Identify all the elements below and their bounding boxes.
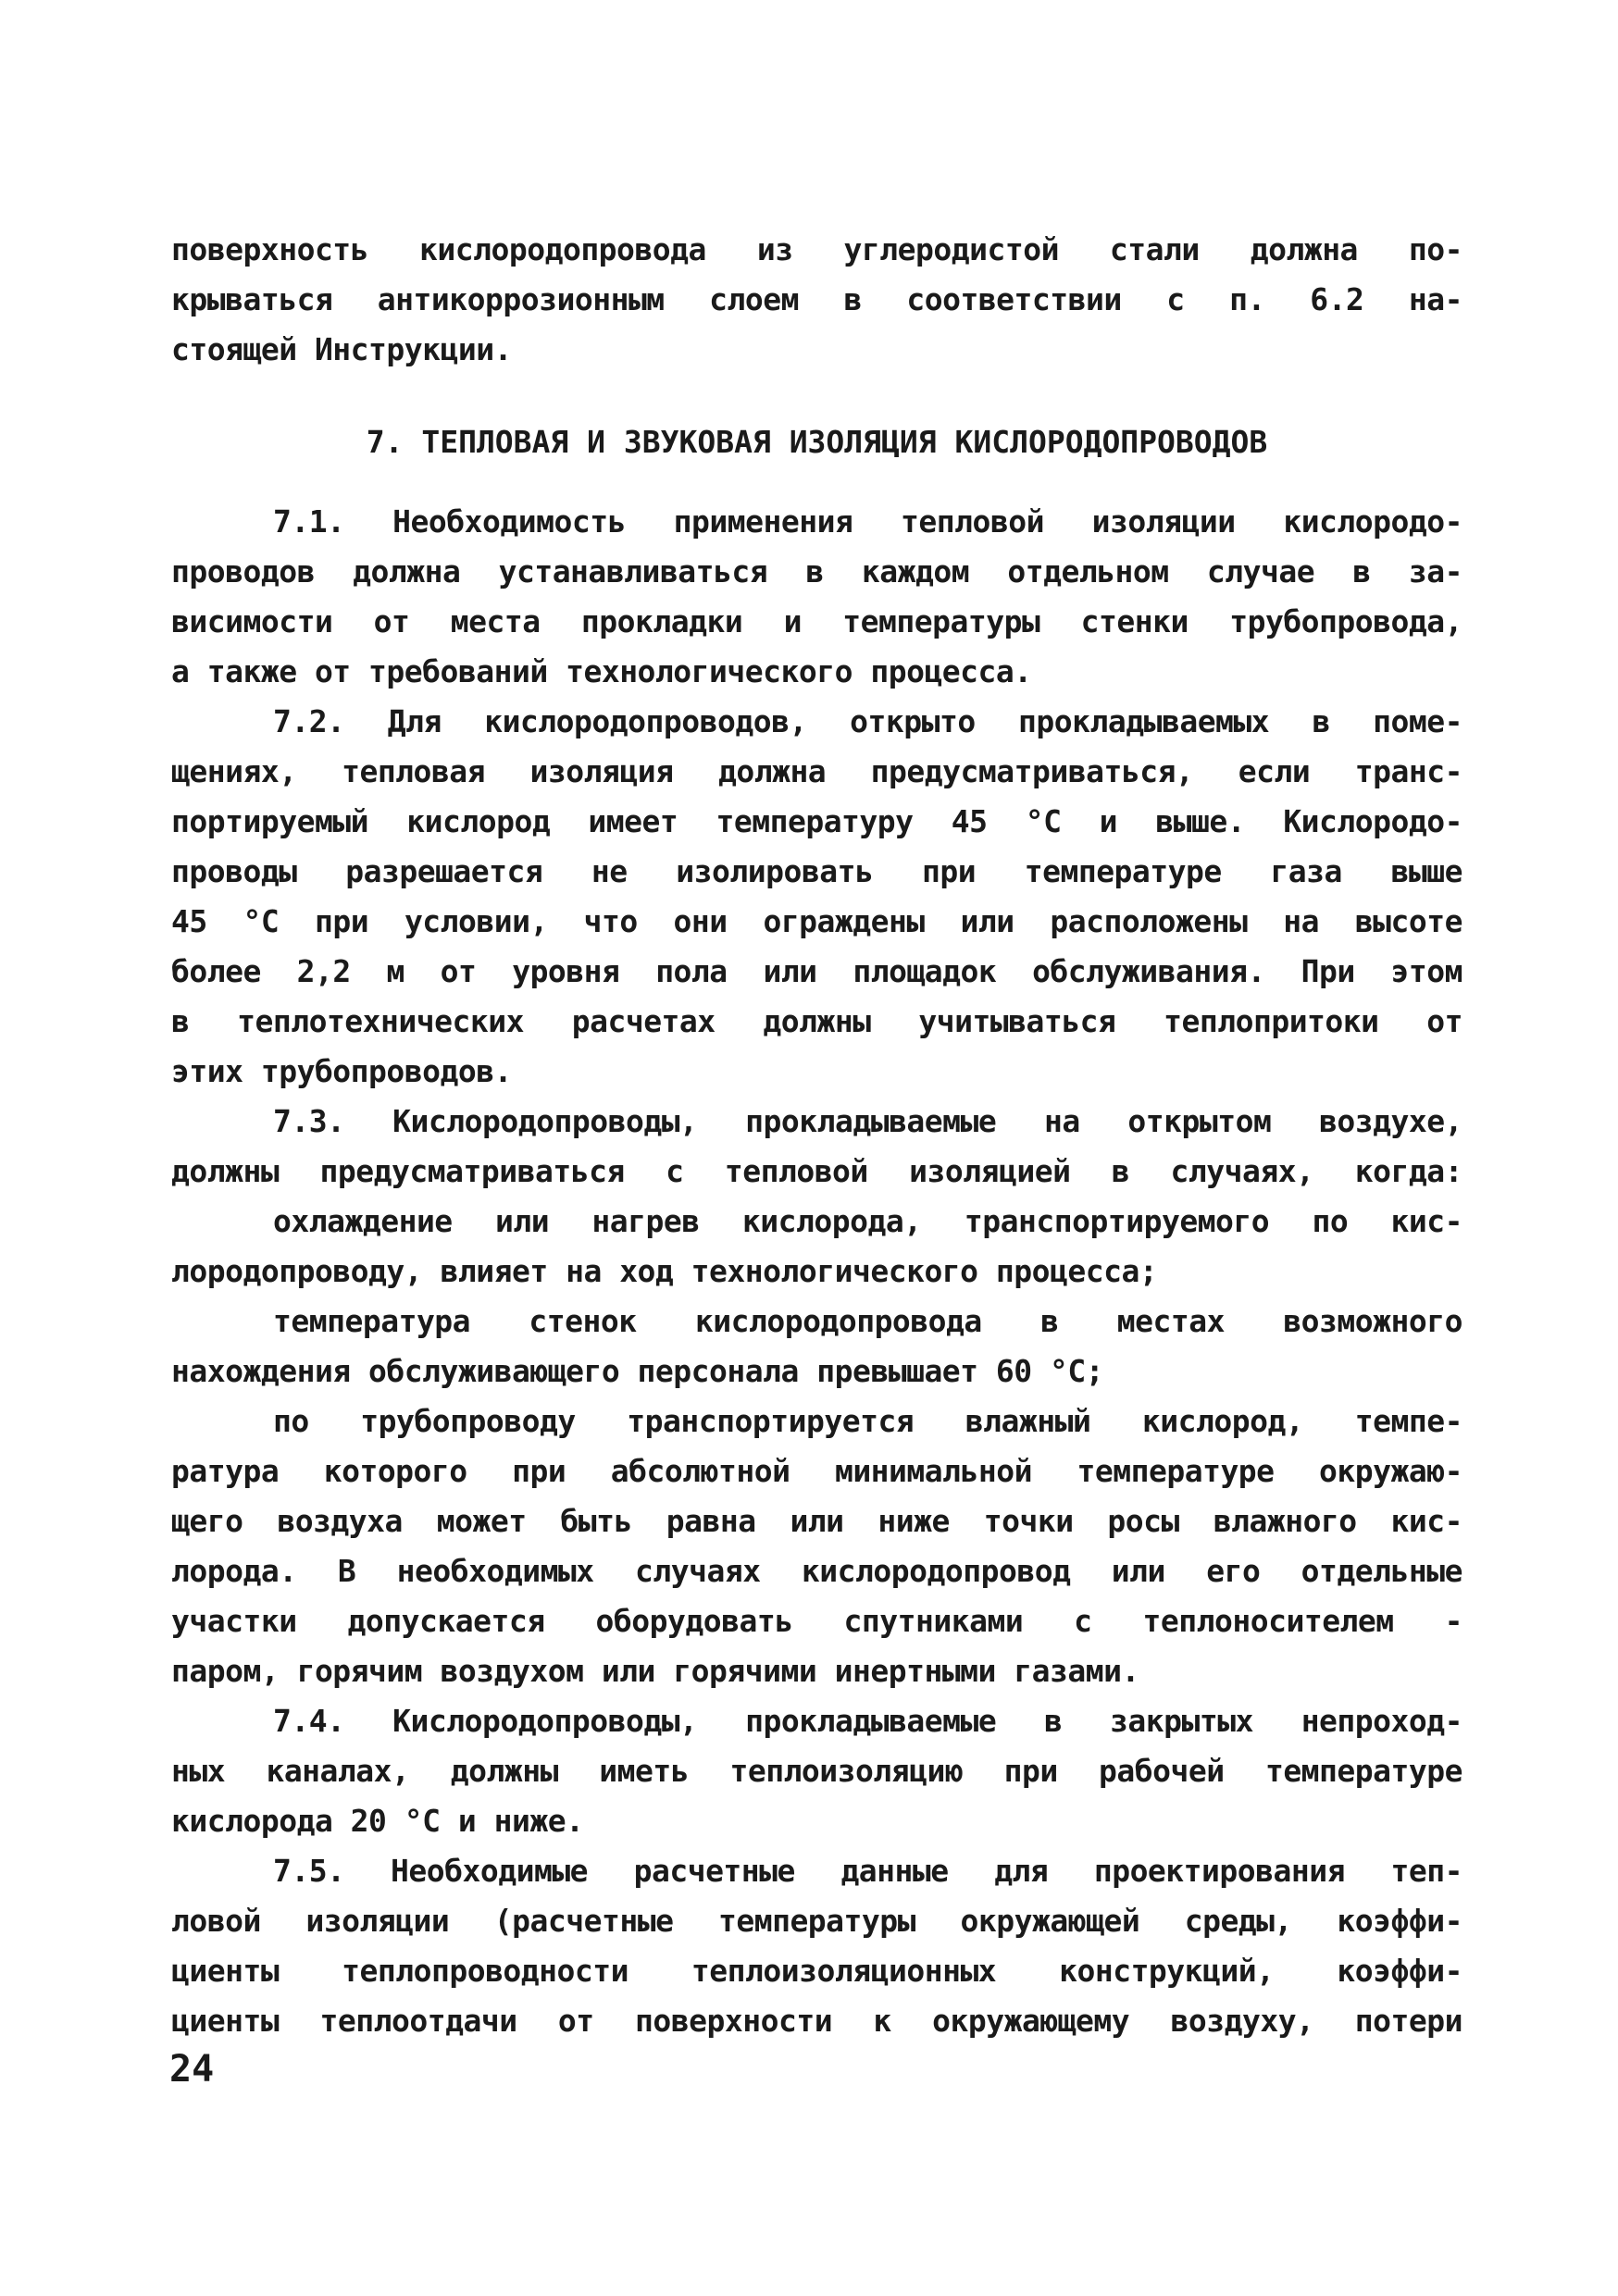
- text-line: проводов должна устанавливаться в каждом отдельном случае в за-: [171, 553, 1462, 590]
- text-line: 7.5. Необходимые расчетные данные для проектирования теп-: [273, 1853, 1462, 1889]
- text-line: 45 °С при условии, что они ограждены или расположены на высоте: [171, 903, 1462, 939]
- text-line: кислорода 20 °С и ниже.: [171, 1803, 584, 1839]
- text-line: ных каналах, должны иметь теплоизоляцию при рабочей температуре: [171, 1753, 1462, 1789]
- text-line: крываться антикоррозионным слоем в соответствии с п. 6.2 на-: [171, 281, 1462, 317]
- text-line: участки допускается оборудовать спутниками с теплоносителем -: [171, 1603, 1462, 1639]
- text-line: 7.4. Кислородопроводы, прокладываемые в закрытых непроход-: [273, 1703, 1462, 1739]
- page-number: 24: [169, 2048, 215, 2091]
- text-line: паром, горячим воздухом или горячими инертными газами.: [171, 1653, 1139, 1689]
- text-line: по трубопроводу транспортируется влажный кислород, темпе-: [273, 1403, 1462, 1439]
- text-line: стоящей Инструкции.: [171, 331, 512, 367]
- text-line: 7.3. Кислородопроводы, прокладываемые на открытом воздухе,: [273, 1103, 1462, 1139]
- text-line: более 2,2 м от уровня пола или площадок обслуживания. При этом: [171, 953, 1462, 989]
- text-line: проводы разрешается не изолировать при температуре газа выше: [171, 853, 1462, 889]
- text-line: этих трубопроводов.: [171, 1053, 512, 1089]
- text-line: должны предусматриваться с тепловой изоляцией в случаях, когда:: [171, 1153, 1462, 1189]
- text-line: ловой изоляции (расчетные температуры окружающей среды, коэффи-: [171, 1903, 1462, 1939]
- text-line: нахождения обслуживающего персонала превышает 60 °С;: [171, 1353, 1104, 1389]
- text-line: температура стенок кислородопровода в местах возможного: [273, 1303, 1462, 1339]
- text-line: циенты теплопроводности теплоизоляционных конструкций, коэффи-: [171, 1953, 1462, 1989]
- text-line: лородопроводу, влияет на ход технологического процесса;: [171, 1253, 1158, 1289]
- text-line: лорода. В необходимых случаях кислородопровод или его отдельные: [171, 1553, 1462, 1589]
- text-line: ратура которого при абсолютной минимальной температуре окружаю-: [171, 1453, 1462, 1489]
- text-line: щего воздуха может быть равна или ниже точки росы влажного кис-: [171, 1503, 1462, 1539]
- text-line: охлаждение или нагрев кислорода, транспортируемого по кис-: [273, 1203, 1462, 1239]
- text-line: в теплотехнических расчетах должны учитываться теплопритоки от: [171, 1003, 1462, 1039]
- text-line: портируемый кислород имеет температуру 45 °С и выше. Кислородо-: [171, 803, 1462, 839]
- text-line: 7.2. Для кислородопроводов, открыто прокладываемых в поме-: [273, 703, 1462, 739]
- text-line: а также от требований технологического процесса.: [171, 653, 1032, 689]
- text-line: щениях, тепловая изоляция должна предусматриваться, если транс-: [171, 753, 1462, 789]
- text-line: циенты теплоотдачи от поверхности к окружающему воздуху, потери: [171, 2003, 1462, 2039]
- text-line: поверхность кислородопровода из углеродистой стали должна по-: [171, 231, 1462, 267]
- text-line: висимости от места прокладки и температуры стенки трубопровода,: [171, 603, 1462, 639]
- text-line: 7.1. Необходимость применения тепловой изоляции кислородо-: [273, 503, 1462, 540]
- section-heading: 7. ТЕПЛОВАЯ И ЗВУКОВАЯ ИЗОЛЯЦИЯ КИСЛОРОДОПРОВОДОВ: [366, 424, 1268, 460]
